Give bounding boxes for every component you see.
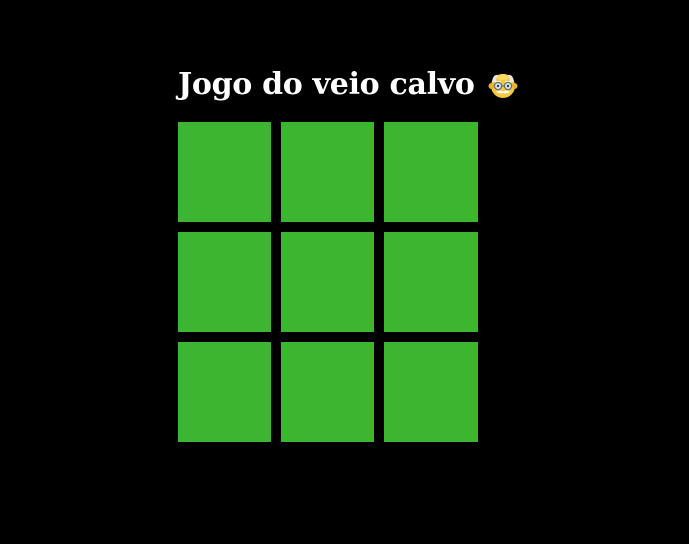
board-cell-2-1[interactable] (178, 232, 271, 332)
board-cell-1-3[interactable] (384, 122, 478, 222)
board-cell-1-1[interactable] (178, 122, 271, 222)
board-cell-1-2[interactable] (281, 122, 374, 222)
board-cell-3-1[interactable] (178, 342, 271, 442)
board-cell-2-2[interactable] (281, 232, 374, 332)
board-cell-3-2[interactable] (281, 342, 374, 442)
page-title: Jogo do veio calvo (178, 66, 475, 102)
game-board (178, 122, 478, 442)
board-cell-3-3[interactable] (384, 342, 478, 442)
title-row (178, 62, 519, 106)
board-cell-2-3[interactable] (384, 232, 478, 332)
old-man-emoji-icon (487, 68, 519, 100)
